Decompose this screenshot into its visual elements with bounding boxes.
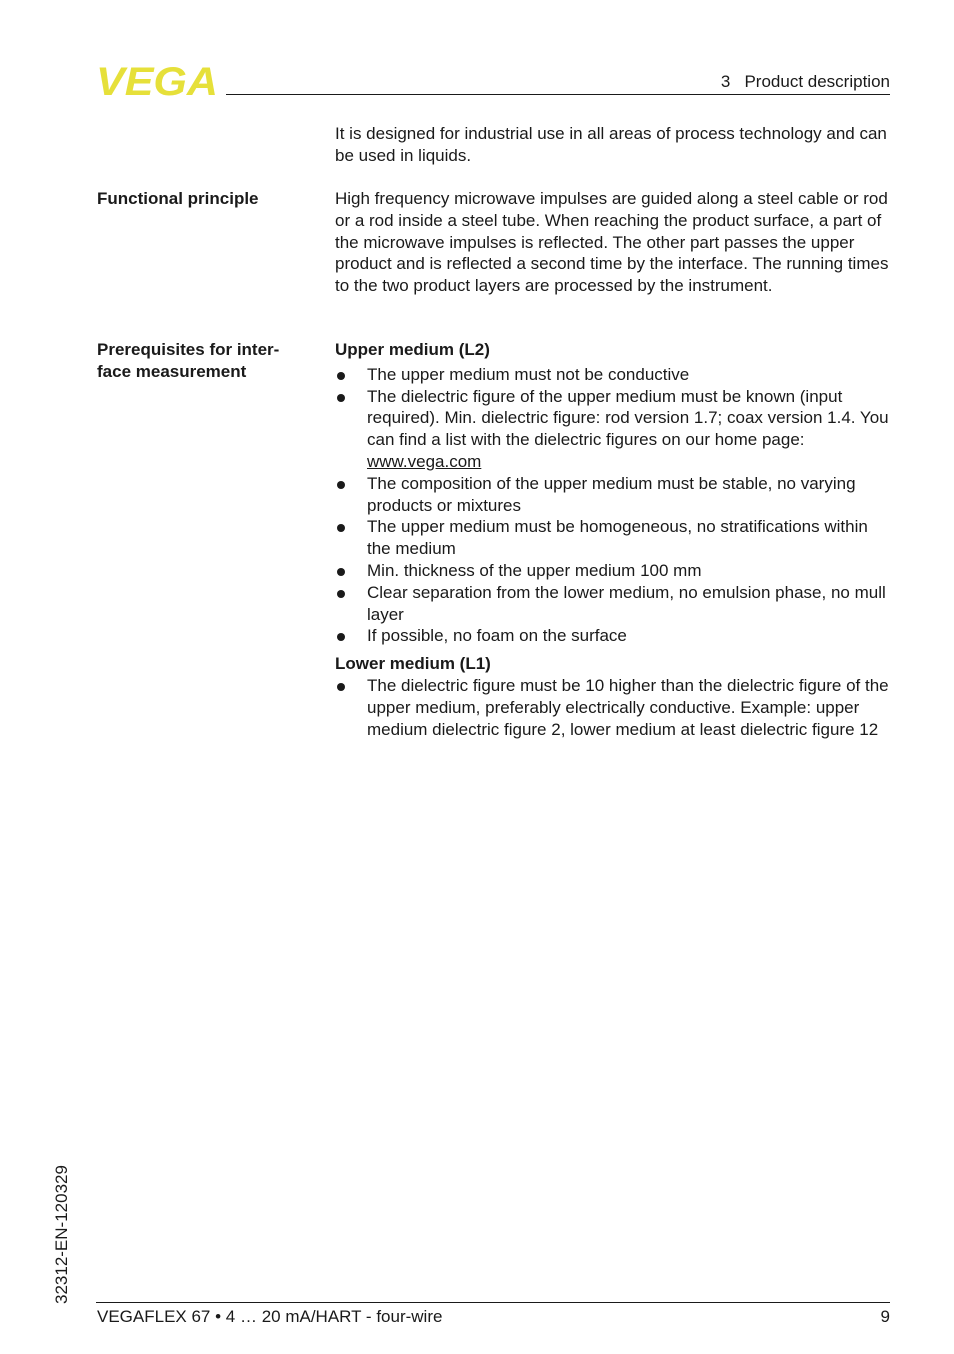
intro-paragraph: It is designed for industrial use in all areas of process technology and can be used in liquids. — [335, 124, 887, 165]
prerequisites-label — [97, 339, 312, 383]
list-item: The composition of the upper medium must be stable, no varying products or mixtures — [335, 473, 890, 517]
bullet-icon — [337, 633, 345, 641]
list-item: Min. thickness of the upper medium 100 mm — [335, 560, 890, 582]
vega-logo — [96, 62, 220, 98]
upper-medium-heading: Upper medium (L2) — [335, 340, 490, 359]
bullet-icon — [337, 481, 345, 489]
prerequisites-label-line2: face measurement — [97, 361, 247, 381]
document-number: 32312-EN-120329 — [52, 1165, 71, 1304]
list-item: The upper medium must be homogeneous, no stratifications within the medium — [335, 516, 890, 560]
lower-medium-list — [335, 675, 890, 740]
upper-medium-list — [335, 364, 890, 647]
svg-text:VEGA: VEGA — [96, 62, 218, 98]
prerequisites-label-line1: Prerequisites for inter- — [97, 340, 280, 359]
vega-home-link[interactable]: www.vega.com — [367, 451, 482, 471]
section-title: 3 Product description — [720, 72, 890, 91]
list-item: The upper medium must not be conductive — [335, 364, 890, 386]
bullet-icon — [337, 590, 345, 598]
bullet-icon — [337, 372, 345, 380]
bullet-icon — [337, 524, 345, 532]
lower-medium-heading: Lower medium (L1) — [335, 654, 491, 674]
list-item: The dielectric figure must be 10 higher than the dielectric figure of the upper medium, preferably electrically conductive. Example: upper medium dielectric figure 2, lower medium at least dielectric figure 12 — [335, 675, 890, 740]
bullet-icon — [337, 394, 345, 402]
list-item: The dielectric figure of the upper medium must be known (input required). Min. dielectric figure: rod version 1.7; coax version 1.4. You can find a list with the dielectric figures on our home page: www.vega.com — [335, 386, 890, 473]
bullet-icon — [337, 568, 345, 576]
list-item: If possible, no foam on the surface — [335, 625, 890, 647]
functional-principle-text: High frequency microwave impulses are guided along a steel cable or rod or a rod inside a steel tube. When reaching the product surface, a part of the microwave impulses is reflected. The other part passes the upper product and is reflected a second time by the interface. The running times to the two product layers are processed by the instrument. — [335, 189, 889, 296]
list-item: Clear separation from the lower medium, no emulsion phase, no mull layer — [335, 582, 890, 626]
bullet-icon — [337, 683, 345, 691]
page-number: 9 — [880, 1307, 890, 1326]
prerequisites-content — [335, 339, 890, 740]
functional-principle-label: Functional principle — [97, 189, 259, 208]
footer-title: VEGAFLEX 67 • 4 … 20 mA/HART - four-wire — [97, 1307, 443, 1326]
footer-rule — [96, 1302, 890, 1303]
header-rule — [226, 94, 890, 95]
